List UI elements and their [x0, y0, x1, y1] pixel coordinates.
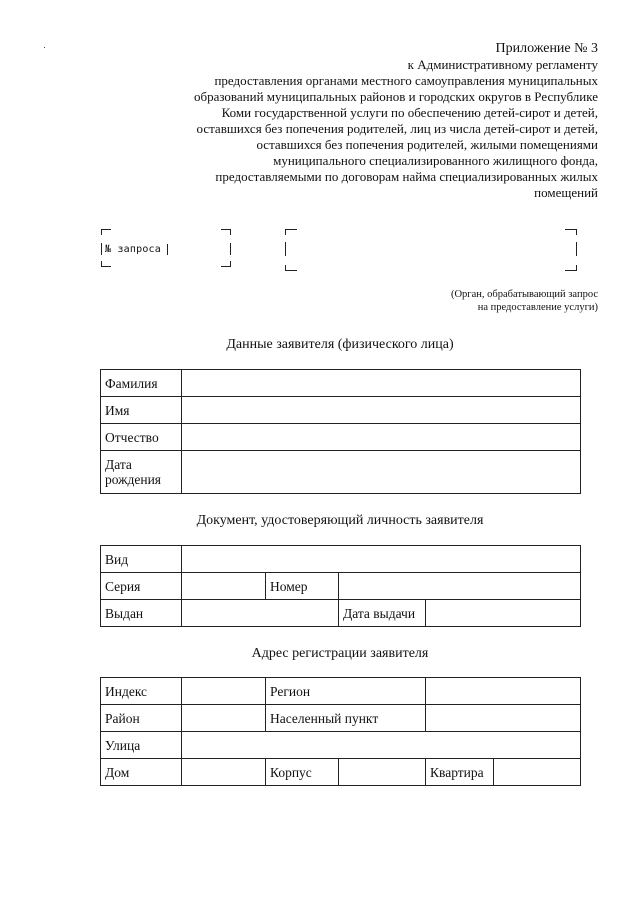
header-line: к Административному регламенту — [407, 57, 598, 72]
building-field[interactable] — [339, 759, 426, 786]
number-label: Номер — [266, 573, 339, 600]
appendix-header — [98, 41, 598, 201]
address-section-title: Адрес регистрации заявителя — [251, 646, 429, 661]
table-row — [101, 600, 581, 627]
region-label: Регион — [266, 678, 426, 705]
name-label: Имя — [101, 397, 182, 424]
applicant-section-title: Данные заявителя (физического лица) — [226, 337, 454, 352]
table-row — [101, 546, 581, 573]
house-label: Дом — [101, 759, 182, 786]
issue-date-label: Дата выдачи — [339, 600, 426, 627]
header-line: муниципального специализированного жилищного фонда, — [273, 153, 598, 168]
series-label: Серия — [101, 573, 182, 600]
document-type-label: Вид — [101, 546, 182, 573]
house-field[interactable] — [182, 759, 266, 786]
surname-field[interactable] — [182, 370, 581, 397]
processing-organ-caption — [451, 288, 598, 314]
table-row — [101, 705, 581, 732]
table-row — [101, 732, 581, 759]
district-field[interactable] — [182, 705, 266, 732]
birth-date-label-line2: рождения — [105, 472, 162, 487]
birth-date-label-line1: Дата — [105, 457, 132, 472]
number-field[interactable] — [339, 573, 581, 600]
street-field[interactable] — [182, 732, 581, 759]
organ-caption-line: на предоставление услуги) — [477, 302, 598, 313]
locality-label: Населенный пункт — [266, 705, 426, 732]
table-row — [101, 759, 581, 786]
birth-date-label — [101, 451, 182, 494]
table-row — [101, 451, 581, 494]
apartment-label: Квартира — [426, 759, 494, 786]
patronymic-label: Отчество — [101, 424, 182, 451]
address-table — [100, 677, 581, 786]
locality-field[interactable] — [426, 705, 581, 732]
table-row — [101, 678, 581, 705]
table-row — [101, 573, 581, 600]
organ-caption-line: (Орган, обрабатывающий запрос — [450, 289, 598, 300]
issue-date-field[interactable] — [426, 600, 581, 627]
apartment-field[interactable] — [494, 759, 581, 786]
district-label: Район — [101, 705, 182, 732]
document-type-field[interactable] — [182, 546, 581, 573]
appendix-number: Приложение № 3 — [495, 41, 598, 56]
document-table — [100, 545, 581, 627]
document-section-title: Документ, удостоверяющий личность заявителя — [196, 513, 484, 528]
surname-label: Фамилия — [101, 370, 182, 397]
region-field[interactable] — [426, 678, 581, 705]
header-line: предоставляемыми по договорам найма специализированных жилых — [215, 169, 598, 184]
building-label: Корпус — [266, 759, 339, 786]
header-line: оставшихся без попечения родителей, жилыми помещениями — [256, 137, 598, 152]
header-line: оставшихся без попечения родителей, лиц из числа детей-сирот и детей, — [196, 121, 598, 136]
request-number-divider — [167, 244, 168, 255]
table-row — [101, 424, 581, 451]
street-label: Улица — [101, 732, 182, 759]
table-row — [101, 370, 581, 397]
applicant-table — [100, 369, 581, 494]
header-line: Коми государственной услуги по обеспечению детей-сирот и детей, — [221, 105, 598, 120]
index-label: Индекс — [101, 678, 182, 705]
birth-date-field[interactable] — [182, 451, 581, 494]
issued-by-label: Выдан — [101, 600, 182, 627]
request-number-label: № запроса — [105, 244, 161, 255]
scan-speck — [44, 47, 45, 48]
request-number-box[interactable] — [101, 229, 231, 267]
processing-organ-box[interactable] — [285, 229, 577, 271]
header-line: образований муниципальных районов и городских округов в Республике — [193, 89, 598, 104]
header-line: помещений — [534, 185, 598, 200]
index-field[interactable] — [182, 678, 266, 705]
name-field[interactable] — [182, 397, 581, 424]
table-row — [101, 397, 581, 424]
header-line: предоставления органами местного самоуправления муниципальных — [214, 73, 598, 88]
series-field[interactable] — [182, 573, 266, 600]
issued-by-field[interactable] — [182, 600, 339, 627]
patronymic-field[interactable] — [182, 424, 581, 451]
